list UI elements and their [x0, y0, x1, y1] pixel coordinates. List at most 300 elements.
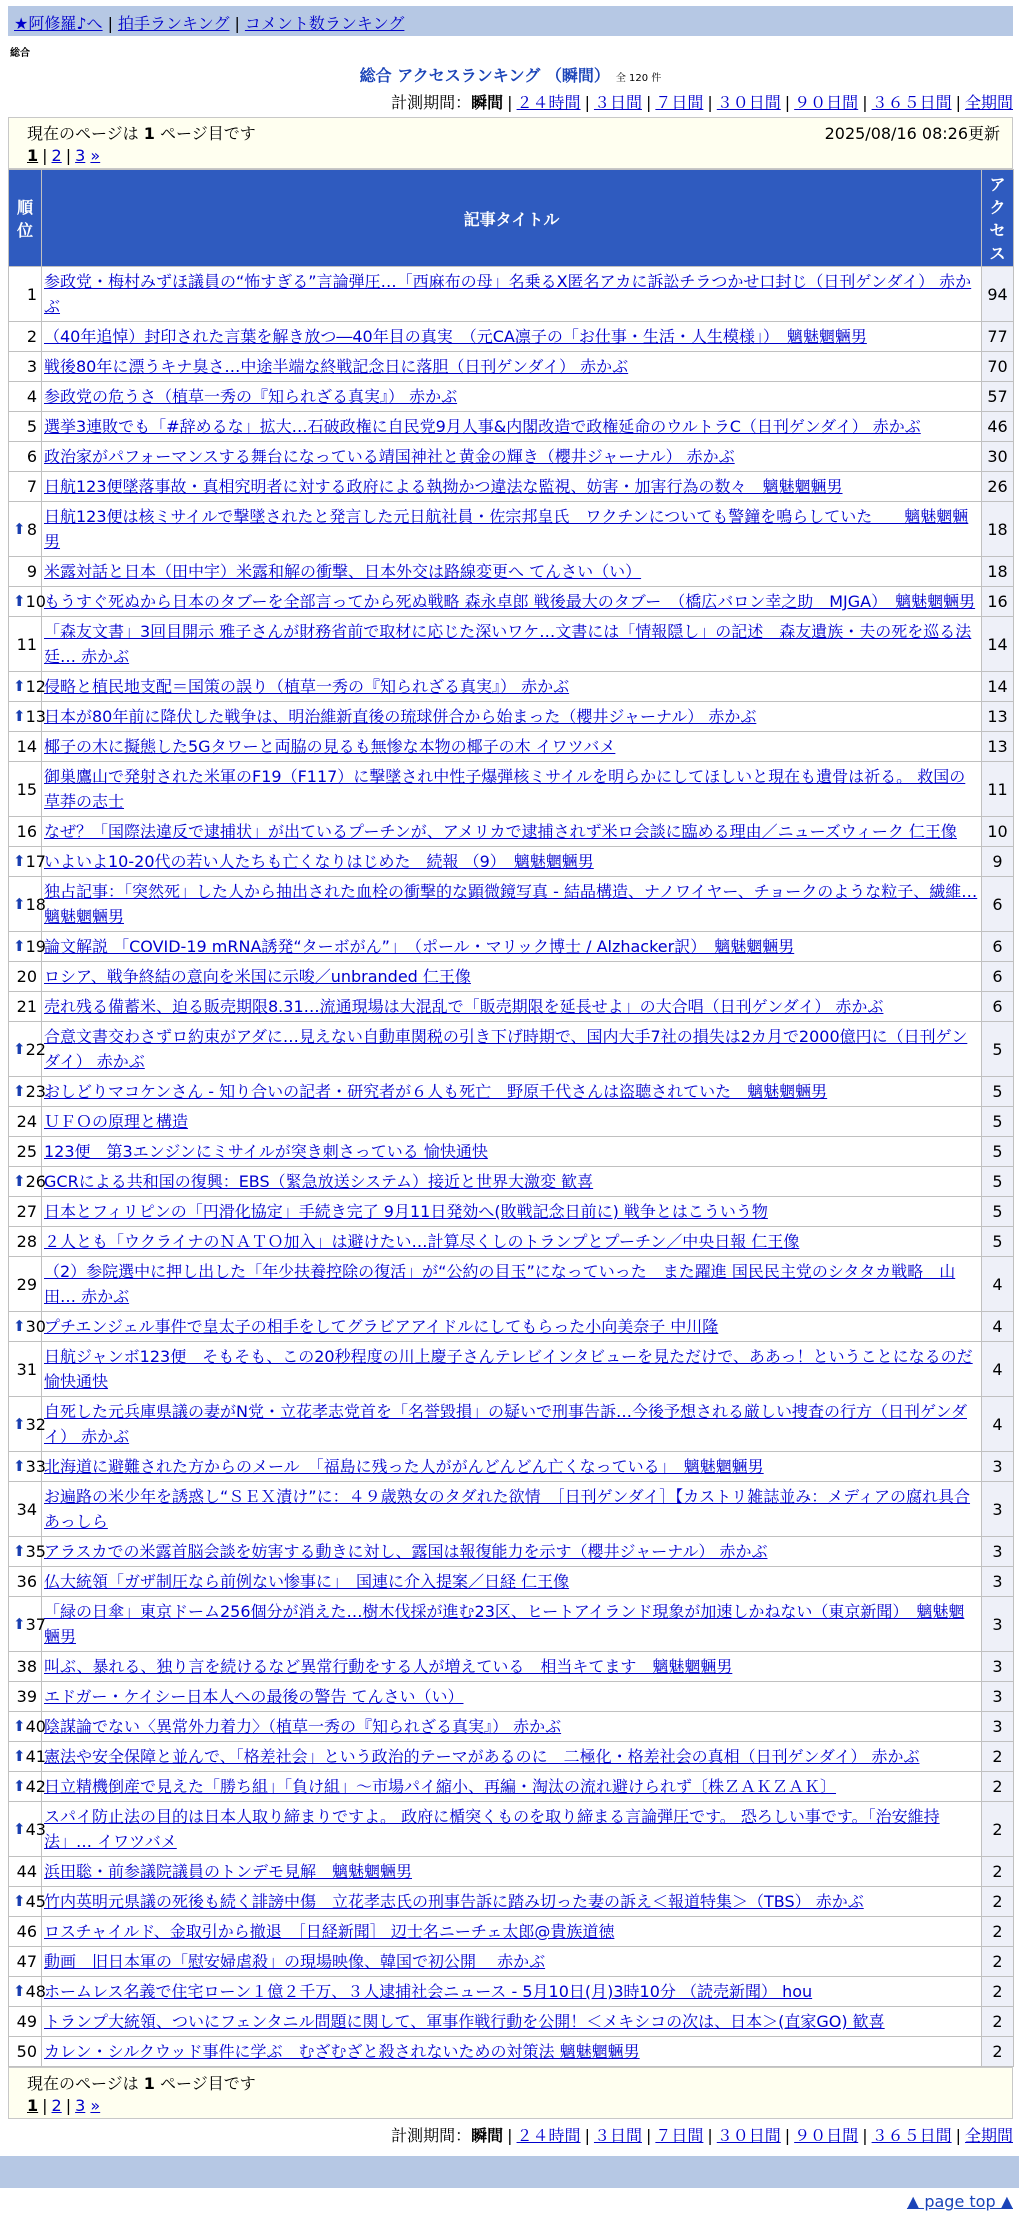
- access-count: 4: [982, 1257, 1014, 1312]
- table-row: [9, 932, 1014, 962]
- up-arrow-icon: ⬆: [13, 852, 26, 870]
- title-cell: [42, 762, 982, 817]
- rank-cell: [9, 442, 42, 472]
- up-arrow-icon: ⬆: [13, 1819, 26, 1838]
- period-option-5[interactable]: ３６５日間: [871, 2126, 952, 2145]
- rank-number: 19: [25, 937, 46, 956]
- title-cell: [42, 322, 982, 352]
- table-row: [9, 877, 1014, 932]
- article-link[interactable]: （40年追悼）封印された言葉を解き放つ―40年目の真実 （元CA凛子の「お仕事・生活・人生模様」） 魑魅魍魎男: [44, 327, 867, 346]
- article-link[interactable]: 仏大統領「ガザ制圧なら前例ない惨事に」 国連に介入提案／日経 仁王像: [44, 1572, 570, 1591]
- rank-number: 36: [16, 1572, 37, 1591]
- rank-number: 46: [16, 1922, 37, 1941]
- article-link[interactable]: なぜ？「国際法違反で逮捕状」が出ているプーチンが、アメリカで逮捕されず米ロ会談に臨める理由／ニューズウィーク 仁王像: [44, 822, 957, 841]
- pager-next[interactable]: »: [90, 2096, 101, 2115]
- table-row: [9, 992, 1014, 1022]
- title-cell: [42, 382, 982, 412]
- article-link[interactable]: 参政党・梅村みずほ議員の“怖すぎる”言論弾圧…「西麻布の母」名乗るX匿名アカに訴訟チラつかせ口封じ（日刊ゲンダイ） 赤かぶ: [44, 272, 972, 316]
- article-link[interactable]: 日航123便は核ミサイルで撃墜されたと発言した元日航社員・佐宗邦皇氏 ワクチンについても警鐘を鳴らしていた 魑魅魍魎男: [44, 507, 969, 551]
- access-count: 11: [982, 762, 1014, 817]
- page-info-top: [8, 117, 1013, 169]
- table-row: [9, 962, 1014, 992]
- period-separator: |: [955, 93, 961, 112]
- access-count: 2: [982, 2007, 1014, 2037]
- rank-cell: [9, 672, 46, 702]
- comment-ranking-link[interactable]: コメント数ランキング: [244, 14, 405, 33]
- access-count: 2: [982, 1917, 1014, 1947]
- article-link[interactable]: 123便 第3エンジンにミサイルが突き刺さっている 愉快通快: [44, 1142, 488, 1161]
- period-option-4[interactable]: ９０日間: [794, 93, 859, 112]
- access-count: 5: [982, 1227, 1014, 1257]
- table-row: [9, 1567, 1014, 1597]
- bottom-bar: [0, 2156, 1019, 2188]
- access-count: 2: [982, 1772, 1014, 1802]
- rank-cell: [9, 1712, 46, 1742]
- article-link[interactable]: 竹内英明元県議の死後も続く誹謗中傷 立花孝志氏の刑事告訴に踏み切った妻の訴え＜報道特集＞（TBS） 赤かぶ: [44, 1892, 864, 1911]
- period-separator: |: [507, 93, 513, 112]
- period-separator: |: [645, 93, 652, 112]
- title-cell: [42, 732, 982, 762]
- table-row: [9, 382, 1014, 412]
- rank-cell: [9, 1312, 46, 1342]
- title-cell: [42, 1167, 982, 1197]
- article-link[interactable]: プチエンジェル事件で皇太子の相手をしてグラビアアイドルにしてもらった小向美奈子 中川隆: [44, 1317, 719, 1336]
- access-count: 3: [982, 1537, 1014, 1567]
- rank-cell: [9, 472, 42, 502]
- pager-separator: |: [65, 2096, 72, 2115]
- table-row: [9, 1857, 1014, 1887]
- rank-cell: [9, 1597, 46, 1652]
- title-cell: [42, 1227, 982, 1257]
- title-cell: [42, 1022, 982, 1077]
- article-link[interactable]: 浜田聡・前参議院議員のトンデモ見解 魑魅魍魎男: [44, 1862, 413, 1881]
- rank-cell: [9, 962, 42, 992]
- table-row: [9, 1712, 1014, 1742]
- rank-cell: [9, 702, 46, 732]
- article-link[interactable]: 参政党の危うさ（植草一秀の『知られざる真実』） 赤かぶ: [44, 387, 458, 406]
- rank-number: 39: [16, 1687, 37, 1706]
- rank-number: 49: [16, 2012, 37, 2031]
- access-count: 57: [982, 382, 1014, 412]
- period-separator: |: [507, 2126, 513, 2145]
- table-row: [9, 587, 1014, 617]
- title-cell: [42, 1452, 982, 1482]
- table-row: [9, 1452, 1014, 1482]
- article-link[interactable]: 叫ぶ、暴れる、独り言を続けるなど異常行動をする人が増えている 相当キてます 魑魅魍魎男: [44, 1657, 733, 1676]
- access-count: 46: [982, 412, 1014, 442]
- access-count: 5: [982, 1107, 1014, 1137]
- table-row: [9, 1312, 1014, 1342]
- article-link[interactable]: トランプ大統領、ついにフェンタニル問題に関して、軍事作戦行動を公開！＜メキシコの次は、日本＞(直家GO) 歓喜: [44, 2012, 885, 2031]
- article-link[interactable]: エドガー・ケイシー日本人への最後の警告 てんさい（い）: [44, 1687, 464, 1706]
- rank-number: 17: [25, 852, 46, 871]
- table-row: [9, 502, 1014, 557]
- up-arrow-icon: ⬆: [13, 894, 26, 913]
- ranking-table: [8, 169, 1014, 2067]
- rank-number: 11: [16, 634, 37, 654]
- table-row: [9, 1257, 1014, 1312]
- rank-cell: [9, 1137, 42, 1167]
- title-cell: [42, 352, 982, 382]
- article-link[interactable]: ロシア、戦争終結の意向を米国に示唆／unbranded 仁王像: [44, 967, 471, 986]
- total-count: 全 120 件: [615, 73, 662, 84]
- article-link[interactable]: 論文解説 「COVID-19 mRNA誘発“ターボがん”」 （ポール・マリック博士 / Alzhacker訳） 魑魅魍魎男: [44, 937, 795, 956]
- period-option-6[interactable]: 全期間: [964, 2126, 1013, 2145]
- rank-number: 12: [25, 677, 46, 696]
- rank-cell: [9, 412, 42, 442]
- up-arrow-icon: ⬆: [13, 1039, 26, 1058]
- rank-number: 26: [25, 1172, 46, 1191]
- rank-cell: [9, 1077, 46, 1107]
- access-count: 3: [982, 1652, 1014, 1682]
- article-link[interactable]: 選挙3連敗でも「#辞めるな」拡大…石破政権に自民党9月人事&内閣改造で政権延命のウルトラC（日刊ゲンダイ） 赤かぶ: [44, 417, 921, 436]
- clap-ranking-link[interactable]: 拍手ランキング: [117, 14, 230, 33]
- rank-number: 41: [25, 1747, 46, 1766]
- article-link[interactable]: 動画 旧日本軍の「慰安婦虐殺」の現場映像、韓国で初公開 赤かぶ: [44, 1952, 546, 1971]
- article-link[interactable]: 売れ残る備蓄米、迫る販売期限8.31…流通現場は大混乱で「販売期限を延長せよ」の大合唱（日刊ゲンダイ） 赤かぶ: [44, 997, 884, 1016]
- access-count: 4: [982, 1312, 1014, 1342]
- table-row: [9, 672, 1014, 702]
- period-option-1[interactable]: ３日間: [593, 93, 642, 112]
- rank-number: 22: [25, 1039, 46, 1059]
- table-row: [9, 2007, 1014, 2037]
- period-separator: |: [645, 2126, 652, 2145]
- title-cell: [42, 962, 982, 992]
- period-separator: |: [784, 93, 791, 112]
- table-row: [9, 1597, 1014, 1652]
- rank-number: 28: [16, 1232, 37, 1251]
- article-link[interactable]: 日航ジャンボ123便 そもそも、この20秒程度の川上慶子さんテレビインタビューを見ただけで、ああっ！ということになるのだ 愉快通快: [44, 1347, 973, 1391]
- rank-number: 47: [16, 1952, 37, 1971]
- category-label: 総合: [10, 48, 30, 59]
- table-row: [9, 617, 1014, 672]
- period-option-3[interactable]: ３０日間: [716, 93, 781, 112]
- access-count: 94: [982, 267, 1014, 322]
- period-option-0[interactable]: ２４時間: [516, 2126, 581, 2145]
- period-separator: |: [784, 2126, 791, 2145]
- period-option-6[interactable]: 全期間: [964, 93, 1013, 112]
- period-separator: |: [707, 93, 713, 112]
- period-separator: |: [584, 93, 590, 112]
- table-row: [9, 1802, 1014, 1857]
- rank-cell: [9, 1452, 46, 1482]
- article-link[interactable]: （2）参院選中に押し出した「年少扶養控除の復活」が“公約の目玉”になっていった また躍進 国民民主党のシタタカ戦略 山田… 赤かぶ: [44, 1262, 956, 1306]
- article-link[interactable]: 御巣鷹山で発射された米軍のF19（F117）に撃墜され中性子爆弾核ミサイルを明らかにしてほしいと現在も遺骨は祈る。 救国の草莽の志士: [44, 767, 966, 811]
- access-count: 18: [982, 557, 1014, 587]
- title-cell: [42, 1077, 982, 1107]
- period-option-4[interactable]: ９０日間: [794, 2126, 859, 2145]
- rank-cell: [9, 1652, 42, 1682]
- table-row: [9, 762, 1014, 817]
- table-row: [9, 557, 1014, 587]
- table-row: [9, 1742, 1014, 1772]
- rank-cell: [9, 322, 42, 352]
- title-cell: [42, 1482, 982, 1537]
- table-row: [9, 1197, 1014, 1227]
- rank-number: 29: [16, 1274, 37, 1294]
- rank-cell: [9, 847, 46, 877]
- rank-cell: [9, 877, 46, 932]
- article-link[interactable]: もうすぐ死ぬから日本のタブーを全部言ってから死ぬ戦略 森永卓郎 戦後最大のタブー （橋広バロン幸之助 MJGA） 魑魅魍魎男: [44, 592, 976, 611]
- pager-separator: |: [42, 2096, 48, 2115]
- rank-number: 37: [25, 1614, 46, 1634]
- article-link[interactable]: ロスチャイルド、金取引から撤退 ［日経新聞］ 辺士名ニーチェ太郎@貴族道徳: [44, 1922, 615, 1941]
- up-arrow-icon: ⬆: [13, 1747, 26, 1765]
- rank-cell: [9, 1742, 46, 1772]
- title-cell: [42, 1137, 982, 1167]
- article-link[interactable]: 戦後80年に漂うキナ臭さ…中途半端な終戦記念日に落胆（日刊ゲンダイ） 赤かぶ: [44, 357, 629, 376]
- table-row: [9, 1227, 1014, 1257]
- period-separator: |: [707, 2126, 713, 2145]
- title-cell: [42, 1772, 982, 1802]
- rank-cell: [9, 1482, 42, 1537]
- table-row: [9, 1682, 1014, 1712]
- title-cell: [42, 1197, 982, 1227]
- access-count: 6: [982, 877, 1014, 932]
- access-count: 14: [982, 617, 1014, 672]
- rank-number: 8: [26, 519, 37, 539]
- rank-cell: [9, 587, 46, 617]
- title-cell: [42, 1947, 982, 1977]
- pager-page-3[interactable]: 3: [75, 2096, 86, 2115]
- rank-number: 18: [25, 894, 46, 914]
- table-row: [9, 1947, 1014, 1977]
- rank-number: 27: [16, 1202, 37, 1221]
- article-link[interactable]: 侵略と植民地支配＝国策の誤り（植草一秀の『知られざる真実』） 赤かぶ: [44, 677, 570, 696]
- article-link[interactable]: アラスカでの米露首脳会談を妨害する動きに対し、露国は報復能力を示す（櫻井ジャーナル） 赤かぶ: [44, 1542, 768, 1561]
- access-count: 3: [982, 1682, 1014, 1712]
- article-link[interactable]: 政治家がパフォーマンスする舞台になっている靖国神社と黄金の輝き（櫻井ジャーナル） 赤かぶ: [44, 447, 735, 466]
- title-cell: [42, 932, 982, 962]
- period-selector: [8, 90, 1013, 113]
- rank-cell: [9, 2037, 42, 2067]
- rank-cell: [9, 732, 42, 762]
- rank-number: 45: [25, 1892, 46, 1911]
- rank-cell: [9, 1917, 42, 1947]
- table-row: [9, 1137, 1014, 1167]
- up-arrow-icon: ⬆: [13, 519, 26, 538]
- article-link[interactable]: 日本とフィリピンの「円滑化協定」手続き完了 9月11日発効へ(敗戦記念日前に) 戦争とはこういう物: [44, 1202, 768, 1221]
- access-count: 5: [982, 1137, 1014, 1167]
- article-link[interactable]: スパイ防止法の目的は日本人取り締まりですよ。 政府に楯突くものを取り締まる言論弾圧です。 恐ろしい事です。「治安維持法」… イワツバメ: [44, 1807, 940, 1851]
- access-count: 6: [982, 932, 1014, 962]
- access-header: アクセス: [982, 170, 1014, 267]
- rank-number: 15: [16, 779, 37, 799]
- access-count: 10: [982, 817, 1014, 847]
- access-count: 77: [982, 322, 1014, 352]
- rank-number: 23: [25, 1082, 46, 1101]
- access-count: 2: [982, 1802, 1014, 1857]
- access-count: 13: [982, 702, 1014, 732]
- up-arrow-icon: ⬆: [13, 1892, 26, 1910]
- table-row: [9, 1107, 1014, 1137]
- up-arrow-icon: ⬆: [13, 707, 26, 725]
- article-link[interactable]: 椰子の木に擬態した5Gタワーと両脇の見るも無惨な本物の椰子の木 イワツバメ: [44, 737, 616, 756]
- rank-number: 30: [25, 1317, 46, 1336]
- rank-cell: [9, 1537, 46, 1567]
- title-cell: [42, 1312, 982, 1342]
- article-link[interactable]: 北海道に避難された方からのメール 「福島に残った人ががんどんどん亡くなっている」 魑魅魍魎男: [44, 1457, 764, 1476]
- article-link[interactable]: 自死した元兵庫県議の妻がN党・立花孝志党首を「名誉毀損」の疑いで刑事告訴…今後予想される厳しい捜査の行方（日刊ゲンダイ） 赤かぶ: [44, 1402, 968, 1446]
- article-link[interactable]: 日立精機倒産で見えた「勝ち組」「負け組」～市場パイ縮小、再編・淘汰の流れ避けられず〔株ＺＡＫＺＡＫ〕: [44, 1777, 837, 1796]
- access-count: 26: [982, 472, 1014, 502]
- rank-cell: [9, 2007, 42, 2037]
- up-arrow-icon: ⬆: [13, 677, 26, 695]
- rank-number: 33: [25, 1457, 46, 1476]
- rank-cell: [9, 762, 42, 817]
- table-row: [9, 1342, 1014, 1397]
- rank-number: 50: [16, 2042, 37, 2061]
- article-link[interactable]: 米露対話と日本（田中宇）米露和解の衝撃、日本外交は路線変更へ てんさい（い）: [44, 562, 642, 581]
- rank-cell: [9, 382, 42, 412]
- article-link[interactable]: ホームレス名義で住宅ローン１億２千万、３人逮捕社会ニュース - 5月10日(月)3時10分 （読売新聞） hou: [44, 1982, 813, 2001]
- period-selector: [8, 2123, 1013, 2146]
- rank-number: 25: [16, 1142, 37, 1161]
- table-row: [9, 1397, 1014, 1452]
- article-link[interactable]: 「森友文書」3回目開示 雅子さんが財務省前で取材に応じた深いワケ…文書には「情報隠し」の記述 森友遺族・夫の死を巡る法廷… 赤かぶ: [44, 622, 972, 666]
- period-option-3[interactable]: ３０日間: [716, 2126, 781, 2145]
- period-option-0[interactable]: ２４時間: [516, 93, 581, 112]
- period-separator: |: [862, 93, 868, 112]
- rank-cell: [9, 557, 42, 587]
- title-cell: [42, 267, 982, 322]
- page-top-link[interactable]: ▲ page top ▲: [906, 2192, 1013, 2211]
- pager-page-3[interactable]: 3: [75, 146, 86, 165]
- pager-next[interactable]: »: [90, 146, 101, 165]
- pager-page-2[interactable]: 2: [51, 2096, 62, 2115]
- title-cell: [42, 702, 982, 732]
- title-cell: [42, 1652, 982, 1682]
- title-cell: [42, 1682, 982, 1712]
- rank-cell: [9, 992, 42, 1022]
- title-cell: [42, 1537, 982, 1567]
- article-link[interactable]: おしどりマコケンさん - 知り合いの記者・研究者が６人も死亡 野原千代さんは盗聴されていた 魑魅魍魎男: [44, 1082, 828, 1101]
- title-header: 記事タイトル: [42, 170, 982, 267]
- period-separator: |: [584, 2126, 590, 2145]
- title-cell: [42, 1567, 982, 1597]
- rank-number: 31: [16, 1359, 37, 1379]
- article-link[interactable]: 日本が80年前に降伏した戦争は、明治維新直後の琉球併合から始まった（櫻井ジャーナル） 赤かぶ: [44, 707, 757, 726]
- access-count: 9: [982, 847, 1014, 877]
- table-row: [9, 267, 1014, 322]
- access-count: 13: [982, 732, 1014, 762]
- table-row: [9, 1077, 1014, 1107]
- access-count: 2: [982, 1947, 1014, 1977]
- nav-separator: |: [234, 14, 240, 33]
- article-link[interactable]: 合意文書交わさずロ約束がアダに…見えない自動車関税の引き下げ時期で、国内大手7社の損失は2カ月で2000億円に（日刊ゲンダイ） 赤かぶ: [44, 1027, 968, 1071]
- title-cell: [42, 1107, 982, 1137]
- title-cell: [42, 412, 982, 442]
- title-cell: [42, 1857, 982, 1887]
- table-row: [9, 1917, 1014, 1947]
- article-link[interactable]: GCRによる共和国の復興：EBS（緊急放送システム）接近と世界大激変 歓喜: [44, 1172, 594, 1191]
- rank-cell: [9, 1107, 42, 1137]
- access-count: 5: [982, 1197, 1014, 1227]
- period-current: 瞬間: [471, 93, 504, 112]
- pager-current-page: 1: [27, 146, 39, 165]
- rank-cell: [9, 267, 42, 322]
- table-row: [9, 1022, 1014, 1077]
- rank-cell: [9, 1257, 42, 1312]
- title-cell: [42, 2037, 982, 2067]
- article-link[interactable]: お遍路の米少年を誘惑し“ＳＥＸ漬け”に：４９歳熟女のタダれた欲情 ［日刊ゲンダイ］【カストリ雑誌並み：メディアの腐れ具合 あっしら: [44, 1487, 971, 1531]
- access-count: 2: [982, 2037, 1014, 2067]
- article-link[interactable]: ２人とも「ウクライナのＮＡＴＯ加入」は避けたい…計算尽くしのトランプとプーチン／中央日報 仁王像: [44, 1232, 800, 1251]
- access-count: 30: [982, 442, 1014, 472]
- rank-number: 1: [26, 284, 37, 304]
- rank-number: 20: [16, 967, 37, 986]
- access-count: 3: [982, 1567, 1014, 1597]
- rank-number: 35: [25, 1542, 46, 1561]
- rank-cell: [9, 1682, 42, 1712]
- article-link[interactable]: カレン・シルクウッド事件に学ぶ むざむざと殺されないための対策法 魑魅魍魎男: [44, 2042, 640, 2061]
- up-arrow-icon: ⬆: [13, 1777, 26, 1795]
- title-cell: [42, 992, 982, 1022]
- title-cell: [42, 1802, 982, 1857]
- rank-number: 4: [26, 387, 37, 406]
- access-count: 70: [982, 352, 1014, 382]
- rank-number: 3: [26, 357, 37, 376]
- article-link[interactable]: いよいよ10-20代の若い人たちも亡くなりはじめた 続報 （9） 魑魅魍魎男: [44, 852, 594, 871]
- pager-separator: |: [65, 146, 72, 165]
- title-cell: [42, 1397, 982, 1452]
- rank-cell: [9, 1397, 46, 1452]
- title-cell: [42, 1887, 982, 1917]
- article-link[interactable]: 日航123便墜落事故・真相究明者に対する政府による執拗かつ違法な監視、妨害・加害行為の数々 魑魅魍魎男: [44, 477, 843, 496]
- rank-number: 24: [16, 1112, 37, 1131]
- rank-number: 38: [16, 1657, 37, 1676]
- period-option-5[interactable]: ３６５日間: [871, 93, 952, 112]
- access-count: 2: [982, 1977, 1014, 2007]
- period-current: 瞬間: [471, 2126, 504, 2145]
- title-cell: [42, 1917, 982, 1947]
- rank-cell: [9, 1342, 42, 1397]
- title-cell: [42, 557, 982, 587]
- title-cell: [42, 817, 982, 847]
- article-link[interactable]: 「緑の日傘」東京ドーム256個分が消えた…樹木伐採が進む23区、ヒートアイランド現象が加速しかねない（東京新聞） 魑魅魍魎男: [44, 1602, 965, 1646]
- period-option-2[interactable]: ７日間: [655, 93, 704, 112]
- article-link[interactable]: ＵＦＯの原理と構造: [44, 1112, 189, 1131]
- up-arrow-icon: ⬆: [13, 1082, 26, 1100]
- rank-number: 14: [16, 737, 37, 756]
- pager-page-2[interactable]: 2: [51, 146, 62, 165]
- access-count: 5: [982, 1167, 1014, 1197]
- home-link[interactable]: ★阿修羅♪へ: [14, 14, 103, 33]
- updated-timestamp: 2025/08/16 08:26更新: [824, 124, 1000, 143]
- pager-separator: |: [42, 146, 48, 165]
- rank-cell: [9, 352, 42, 382]
- rank-number: 16: [16, 822, 37, 841]
- up-arrow-icon: ⬆: [13, 1717, 26, 1735]
- table-row: [9, 442, 1014, 472]
- rank-cell: [9, 817, 42, 847]
- period-option-2[interactable]: ７日間: [655, 2126, 704, 2145]
- rank-cell: [9, 932, 46, 962]
- up-arrow-icon: ⬆: [13, 1317, 26, 1335]
- table-row: [9, 847, 1014, 877]
- rank-number: 6: [26, 447, 37, 466]
- article-link[interactable]: 陰謀論でない〈異常外力着力〉（植草一秀の『知られざる真実』） 赤かぶ: [44, 1717, 562, 1736]
- article-link[interactable]: 独占記事：「突然死」した人から抽出された血栓の衝撃的な顕微鏡写真 - 結晶構造、ナノワイヤー、チョークのような粒子、繊維… 魑魅魍魎男: [44, 882, 978, 926]
- period-separator: |: [955, 2126, 961, 2145]
- period-option-1[interactable]: ３日間: [593, 2126, 642, 2145]
- rank-number: 34: [16, 1499, 37, 1519]
- rank-cell: [9, 1887, 46, 1917]
- article-link[interactable]: 憲法や安全保障と並んで、「格差社会」という政治的テーマがあるのに 二極化・格差社会の真相（日刊ゲンダイ） 赤かぶ: [44, 1747, 920, 1766]
- page-info-bottom: [8, 2067, 1013, 2119]
- up-arrow-icon: ⬆: [13, 937, 26, 955]
- rank-cell: [9, 1227, 42, 1257]
